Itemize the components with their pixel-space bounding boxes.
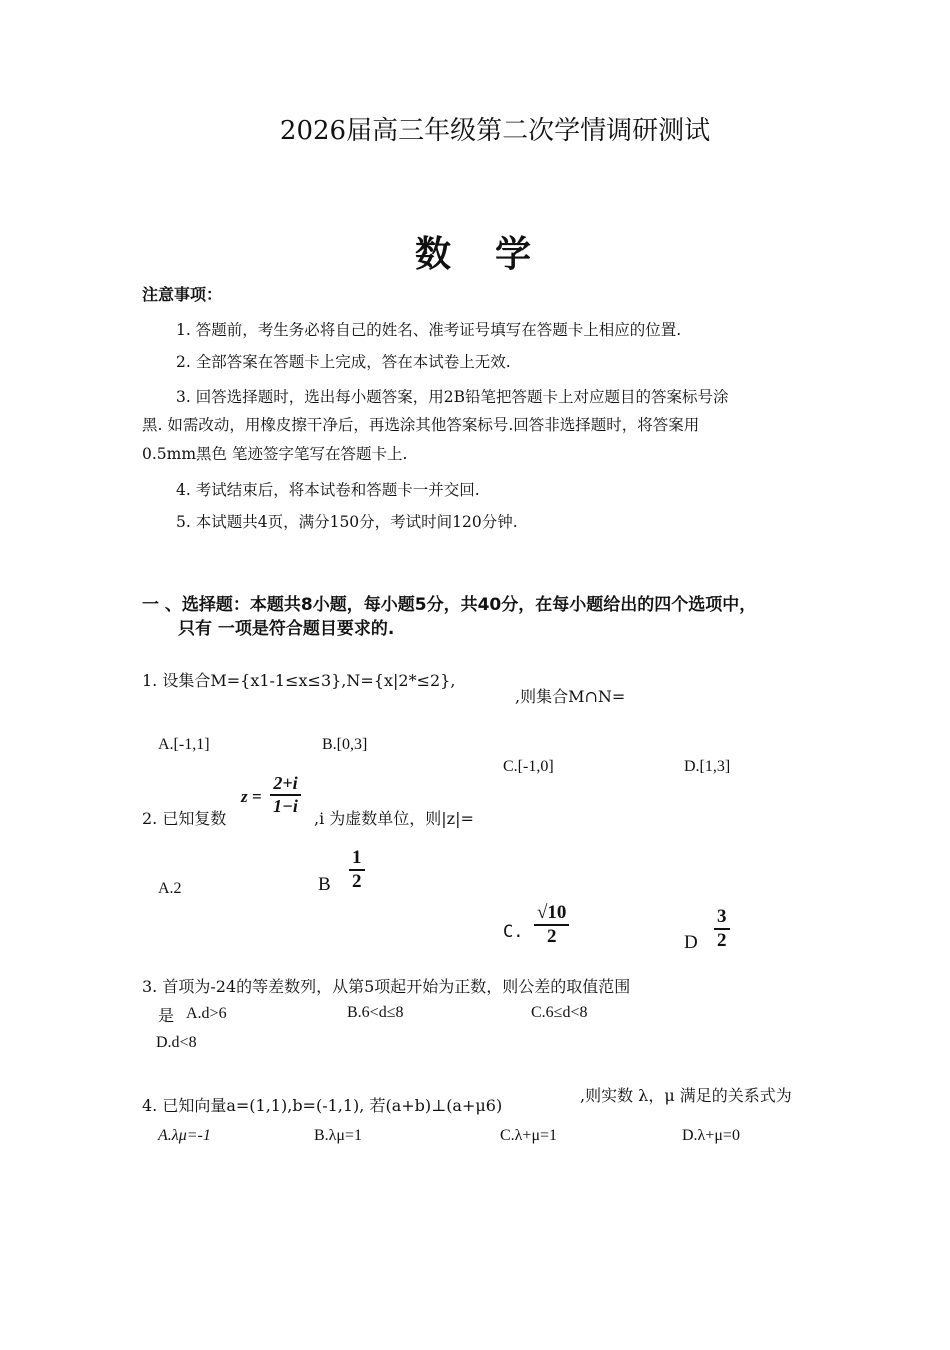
question-2-option-d-label: D <box>684 932 698 953</box>
question-2-option-b-label: B <box>318 874 331 895</box>
question-2-option-a: A.2 <box>158 880 182 897</box>
question-2-stem-suffix: ,i 为虚数单位，则|z|= <box>314 809 474 828</box>
question-3-option-b: B.6<d≤8 <box>347 1004 404 1021</box>
question-4-option-a: A.λμ=-1 <box>158 1127 211 1144</box>
question-3-stem-cont: 是 <box>158 1006 175 1025</box>
question-2-option-b-fraction <box>349 848 365 893</box>
question-2-option-b-numerator: 1 <box>349 848 365 871</box>
question-2-option-c-label: C. <box>503 922 524 942</box>
question-2-option-d-denominator: 2 <box>717 929 727 951</box>
question-3-option-a: A.d>6 <box>186 1005 227 1022</box>
question-1-option-c: C.[-1,0] <box>503 758 554 775</box>
question-2-stem-prefix: 2. 已知复数 <box>142 809 227 828</box>
notice-item-3-cont: 黑. 如需改动，用橡皮擦干净后，再选涂其他答案标号.回答非选择题时，将答案用 <box>142 416 700 434</box>
notice-item-3: 3. 回答选择题时，选出每小题答案，用2B铅笔把答题卡上对应题目的答案标号涂 <box>176 388 729 406</box>
notice-heading: 注意事项： <box>142 285 223 304</box>
question-2-option-c-numerator: √10 <box>534 903 569 926</box>
subject-title: 数学 <box>414 234 575 275</box>
question-2-fraction <box>270 774 301 816</box>
question-2-option-b-denominator: 2 <box>352 870 362 892</box>
question-2-option-d-fraction <box>714 907 730 952</box>
question-1-option-a: A.[-1,1] <box>158 736 210 753</box>
question-3-stem: 3. 首项为-24的等差数列，从第5项起开始为正数，则公差的取值范围 <box>142 977 631 996</box>
question-2-option-c-fraction <box>534 903 569 948</box>
notice-item-2: 2. 全部答案在答题卡上完成，答在本试卷上无效. <box>176 353 511 371</box>
question-2-fraction-numerator: 2+i <box>270 774 300 796</box>
notice-item-5: 5. 本试题共4页，满分150分，考试时间120分钟. <box>176 513 518 531</box>
question-2-option-c-denominator: 2 <box>546 925 557 947</box>
question-2-fraction-denominator: 1−i <box>273 795 298 816</box>
question-2-z-symbol: z = <box>241 787 262 806</box>
question-1-stem: 1. 设集合M={x1-1≤x≤3},N={x|2*≤2}, <box>142 671 456 690</box>
question-4-tail: ,则实数 λ，μ 满足的关系式为 <box>580 1086 792 1105</box>
notice-item-1: 1. 答题前，考生务必将自己的姓名、准考证号填写在答题卡上相应的位置. <box>176 321 682 339</box>
notice-item-3-cont2: 0.5mm黑色 笔迹签字笔写在答题卡上. <box>142 445 408 463</box>
notice-item-4: 4. 考试结束后，将本试卷和答题卡一并交回. <box>176 481 480 499</box>
question-3-option-d: D.d<8 <box>156 1034 197 1051</box>
question-2-option-d-numerator: 3 <box>714 907 730 930</box>
question-1-tail: ,则集合M∩N= <box>515 687 626 706</box>
question-1-option-b: B.[0,3] <box>322 736 368 753</box>
question-4-option-b: B.λμ=1 <box>314 1127 363 1144</box>
question-1-option-d: D.[1,3] <box>684 758 731 775</box>
question-4-option-c: C.λ+μ=1 <box>500 1127 558 1144</box>
question-4-option-d: D.λ+μ=0 <box>682 1127 740 1144</box>
question-3-option-c: C.6≤d<8 <box>531 1004 588 1021</box>
section-heading-line2: 只有 一项是符合题目要求的. <box>178 619 395 639</box>
question-4-stem: 4. 已知向量a=(1,1),b=(-1,1), 若(a+b)⊥(a+μ6) <box>142 1096 503 1115</box>
section-heading-line1: 一 、选择题：本题共8小题，每小题5分，共40分，在每小题给出的四个选项中， <box>142 595 757 615</box>
exam-title: 2026届高三年级第二次学情调研测试 <box>279 116 711 146</box>
